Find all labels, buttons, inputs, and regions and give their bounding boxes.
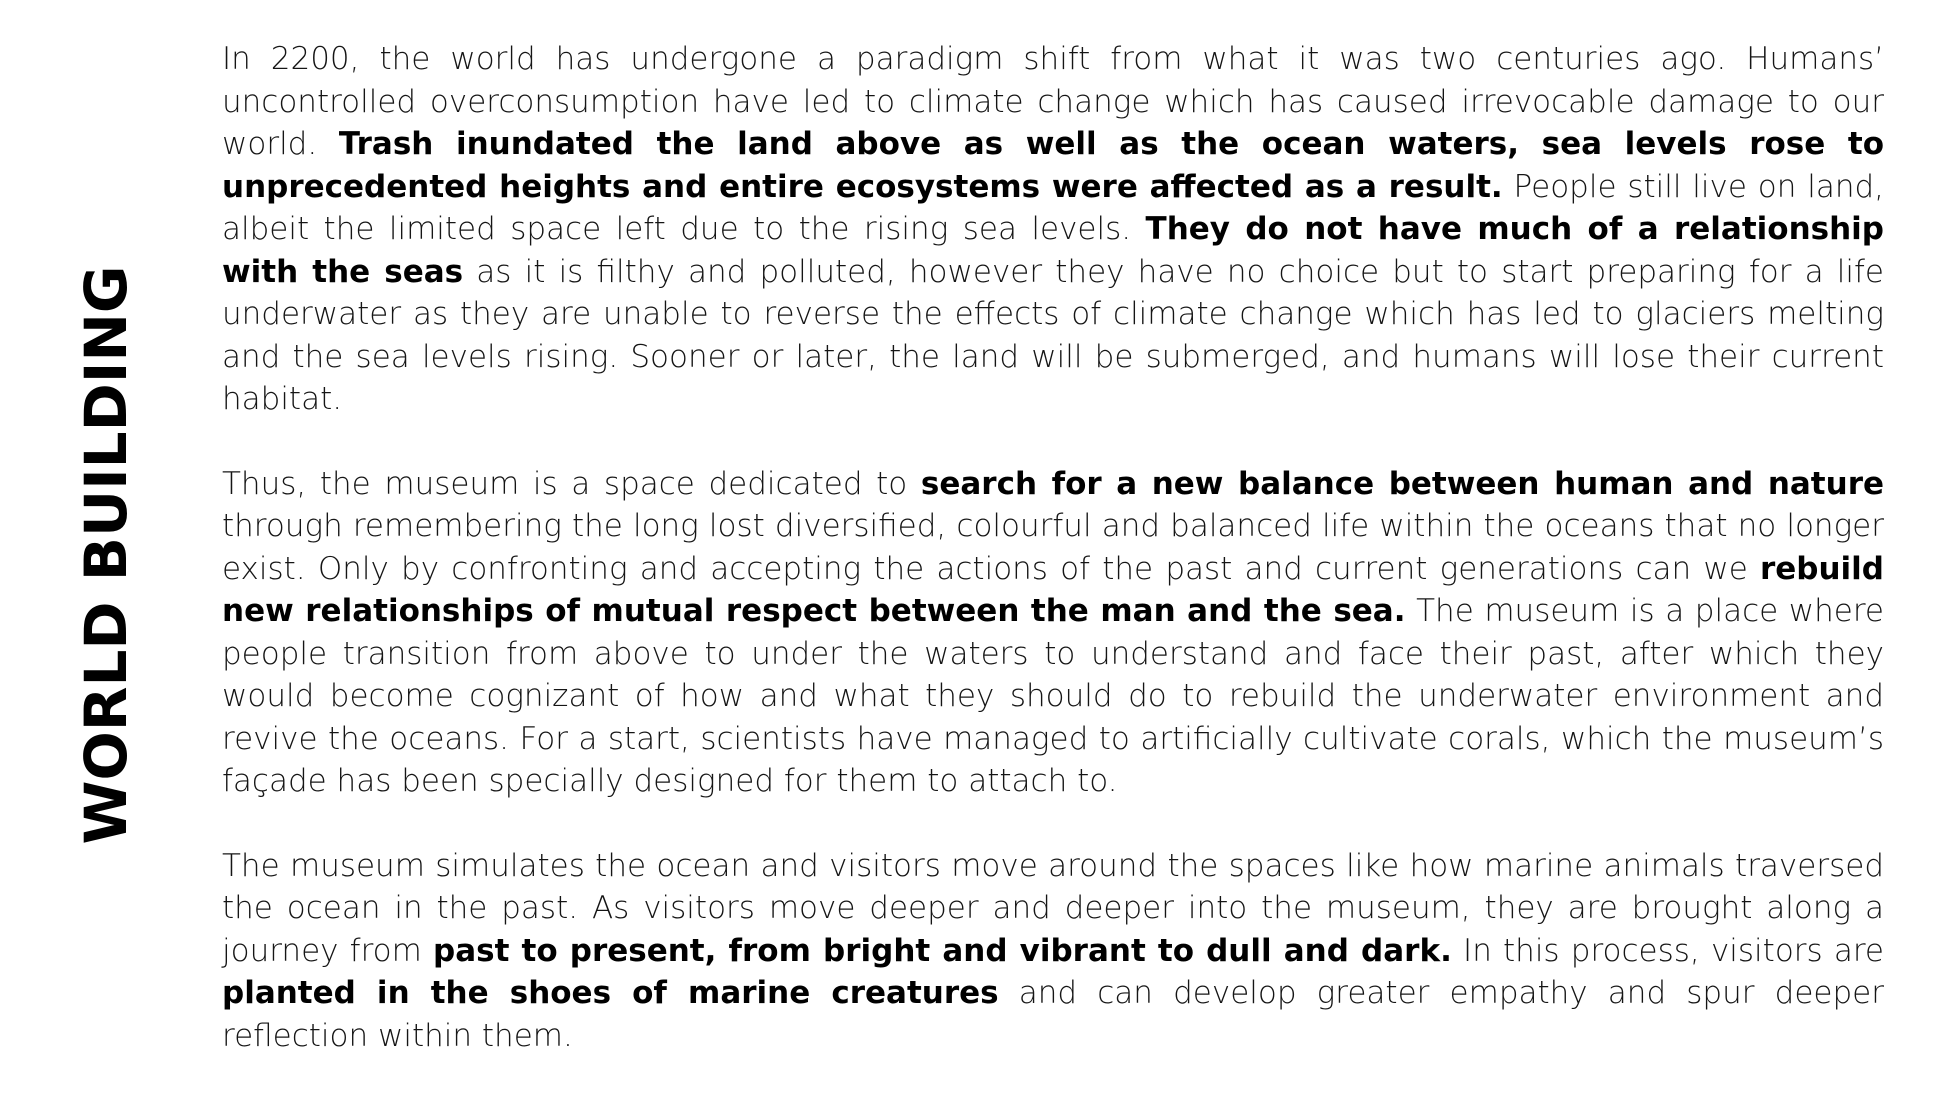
- text-run: and can develop greater empathy and spur deeper reflection within them.: [222, 975, 1884, 1054]
- text-run-bold: rebuild new relationships of mutual respect between the man and the sea.: [222, 550, 1884, 629]
- text-run: In 2200, the world has undergone a paradigm shift from what it was two centuries ago. Humans’ uncontrolled overconsumption have led to climate change which has caused irrevocable damage to our world.: [222, 41, 1884, 162]
- text-run: The museum is a place where people transition from above to under the waters to understand and face their past, after which they would become cognizant of how and what they should do to rebuild the underwater environment and revive the oceans. For a start, scientists have managed to artificially cultivate corals, which the museum’s façade has been specially designed for them to attach to.: [222, 593, 1885, 799]
- text-run: The museum simulates the ocean and visitors move around the spaces like how marine animals traversed the ocean in the past. As visitors move deeper and deeper into the museum, they are brought along a journey from: [222, 847, 1884, 969]
- section-title: WORLD BUILDING: [72, 265, 140, 845]
- paragraph-1: [222, 38, 1884, 421]
- text-run: In this process, visitors are: [1451, 932, 1884, 969]
- text-run-bold: They do not have much of a relationship with the seas: [222, 211, 1884, 290]
- text-run-bold: Trash inundated the land above as well as the ocean waters, sea levels rose to unprecedented heights and entire ecosystems were affected as a result.: [222, 126, 1884, 205]
- body-text: [222, 38, 1884, 1099]
- text-run: People still live on land, albeit the limited space left due to the rising sea levels.: [222, 168, 1885, 247]
- text-run-bold: planted in the shoes of marine creatures: [222, 975, 999, 1011]
- paragraph-2: [222, 463, 1884, 803]
- text-run: as it is filthy and polluted, however they have no choice but to start preparing for a life underwater as they are unable to reverse the effects of climate change which has led to glaciers melting and the sea levels rising. Sooner or later, the land will be submerged, and humans will lose their current habitat.: [222, 253, 1885, 417]
- text-run-bold: past to present, from bright and vibrant to dull and dark.: [433, 932, 1452, 969]
- text-run: through remembering the long lost diversified, colourful and balanced life within the oceans that no longer exist. Only by confronting and accepting the actions of the past and current generations can we: [222, 508, 1884, 587]
- sidebar: [0, 0, 212, 1098]
- paragraph-3: [222, 845, 1884, 1058]
- text-run: Thus, the museum is a space dedicated to: [222, 465, 921, 502]
- text-run-bold: search for a new balance between human and nature: [920, 465, 1885, 502]
